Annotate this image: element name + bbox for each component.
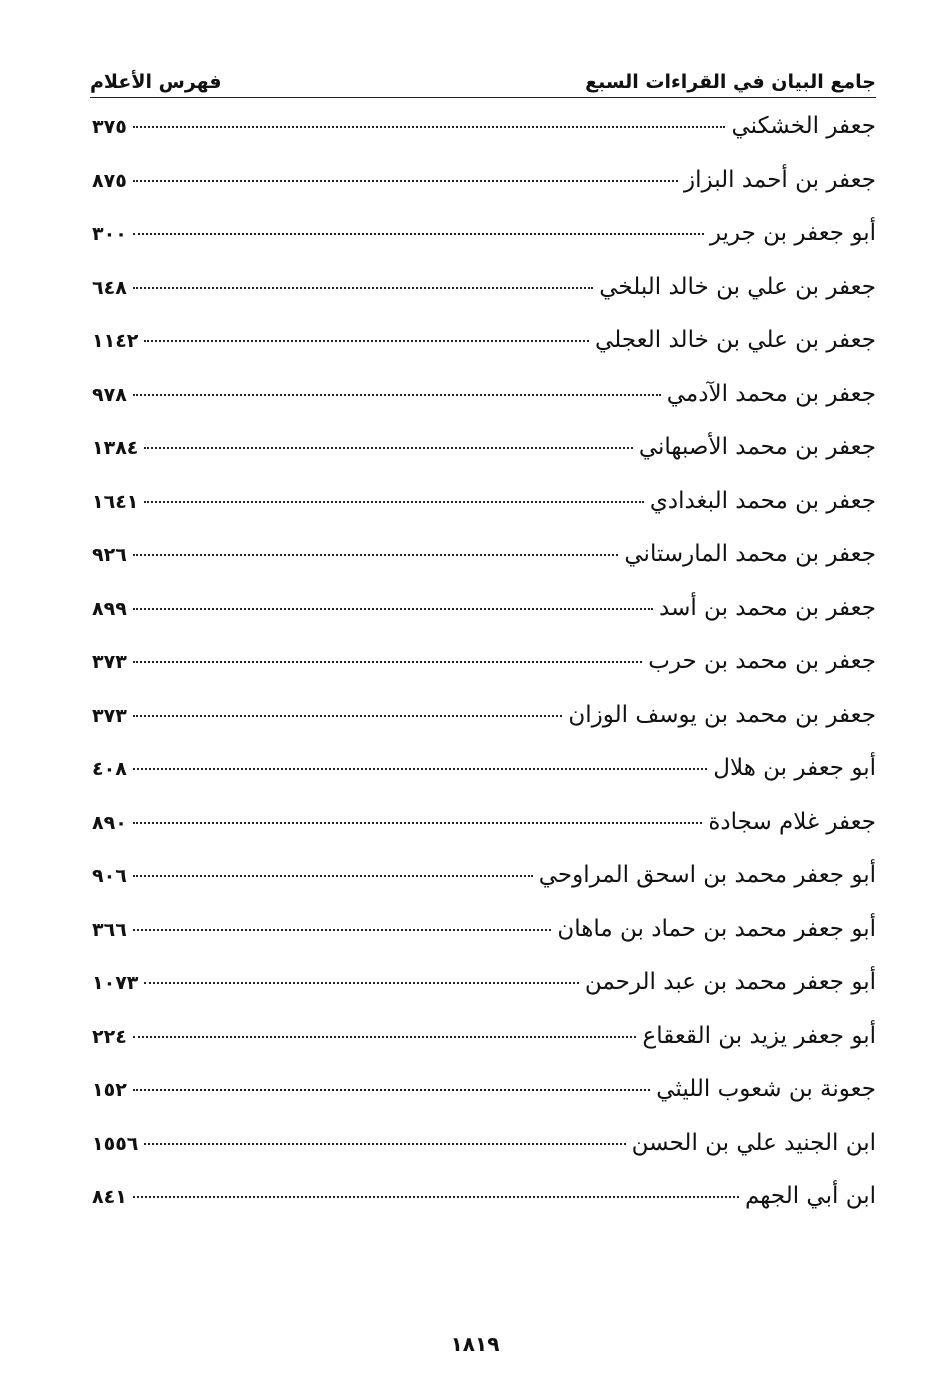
entry-name: جعفر بن محمد بن أسد [659, 594, 876, 621]
index-entry [92, 1023, 876, 1077]
entry-name: جعفر بن علي بن خالد العجلي [595, 327, 876, 353]
index-entry [92, 809, 876, 863]
entry-name: جعفر بن محمد الأصبهاني [638, 434, 876, 460]
dotted-leader [133, 554, 619, 556]
index-list [92, 113, 876, 1237]
index-entry [92, 969, 876, 1023]
dotted-leader [133, 394, 661, 396]
dotted-leader [144, 982, 578, 984]
dotted-leader [133, 126, 726, 128]
entry-name: جعفر الخشكني [731, 113, 876, 139]
entry-name: جعفر بن محمد الآدمي [666, 380, 876, 407]
entry-page-number: ١١٤٢ [92, 330, 139, 352]
entry-name: أبو جعفر يزيد بن القعقاع [642, 1022, 876, 1049]
dotted-leader [144, 340, 589, 342]
dotted-leader [133, 1196, 739, 1198]
entry-name: جعفر بن محمد بن حرب [648, 648, 876, 674]
dotted-leader [144, 501, 643, 503]
section-title: فهرس الأعلام [90, 71, 222, 93]
entry-page-number: ٦٤٨ [92, 276, 127, 299]
entry-name: جعفر بن محمد البغدادي [649, 487, 876, 514]
dotted-leader [133, 608, 653, 610]
index-entry [92, 220, 876, 274]
entry-page-number: ٣٧٣ [92, 704, 127, 727]
entry-name: جعفر غلام سجادة [708, 808, 876, 835]
entry-page-number: ٨٩٩ [92, 597, 127, 620]
index-entry [92, 916, 876, 970]
entry-name: جعفر بن محمد بن يوسف الوزان [568, 701, 876, 728]
index-entry [92, 541, 876, 595]
entry-name: جعفر بن أحمد البزاز [684, 166, 876, 193]
entry-page-number: ٨٤١ [92, 1186, 127, 1208]
index-entry [92, 113, 876, 167]
entry-page-number: ٩٧٨ [92, 383, 127, 406]
entry-page-number: ١٥٢ [92, 1079, 127, 1101]
entry-name: ابن الجنيد علي بن الحسن [631, 1129, 876, 1156]
entry-page-number: ٤٠٨ [92, 758, 127, 780]
index-entry [92, 488, 876, 542]
entry-name: أبو جعفر محمد بن اسحق المراوحي [538, 862, 876, 888]
dotted-leader [133, 768, 707, 770]
entry-page-number: ٣٧٥ [92, 116, 127, 138]
index-entry [92, 755, 876, 809]
entry-page-number: ٣٦٦ [92, 918, 127, 941]
entry-page-number: ٨٧٥ [92, 169, 127, 192]
dotted-leader [133, 287, 593, 289]
dotted-leader [144, 1143, 625, 1145]
index-entry [92, 648, 876, 702]
index-entry [92, 327, 876, 381]
dotted-leader [133, 1036, 637, 1038]
entry-name: أبو جعفر محمد بن حماد بن ماهان [557, 915, 876, 942]
index-entry [92, 274, 876, 328]
dotted-leader [133, 233, 704, 235]
entry-name: جعفر بن محمد المارستاني [624, 541, 876, 567]
entry-page-number: ٨٩٠ [92, 811, 127, 834]
dotted-leader [133, 715, 563, 717]
dotted-leader [133, 1089, 650, 1091]
index-entry [92, 381, 876, 435]
entry-page-number: ٢٢٤ [92, 1025, 127, 1048]
entry-page-number: ٩٢٦ [92, 544, 127, 566]
entry-name: أبو جعفر بن هلال [713, 755, 876, 781]
entry-page-number: ١٣٨٤ [92, 437, 139, 459]
index-entry [92, 595, 876, 649]
entry-name: أبو جعفر بن جرير [709, 220, 876, 246]
entry-page-number: ٣٧٣ [92, 651, 127, 673]
entry-name: جعونة بن شعوب الليثي [656, 1076, 876, 1102]
entry-page-number: ٩٠٦ [92, 865, 127, 887]
entry-page-number: ٣٠٠ [92, 223, 127, 245]
index-entry [92, 1076, 876, 1130]
entry-page-number: ١٥٥٦ [92, 1132, 139, 1155]
entry-name: أبو جعفر محمد بن عبد الرحمن [584, 969, 876, 995]
entry-name: ابن أبي الجهم [744, 1183, 876, 1209]
dotted-leader [133, 661, 642, 663]
page-number: ١٨١٩ [450, 1332, 500, 1356]
index-entry [92, 167, 876, 221]
dotted-leader [133, 875, 533, 877]
index-entry [92, 1130, 876, 1184]
running-header [90, 58, 876, 98]
index-entry [92, 702, 876, 756]
entry-page-number: ١٠٧٣ [92, 972, 139, 994]
dotted-leader [133, 822, 703, 824]
index-entry [92, 1183, 876, 1237]
entry-page-number: ١٦٤١ [92, 490, 139, 513]
index-entry [92, 862, 876, 916]
dotted-leader [133, 180, 678, 182]
index-entry [92, 434, 876, 488]
book-title: جامع البيان في القراءات السبع [585, 71, 876, 93]
dotted-leader [144, 447, 632, 449]
dotted-leader [133, 929, 552, 931]
entry-name: جعفر بن علي بن خالد البلخي [599, 273, 876, 300]
